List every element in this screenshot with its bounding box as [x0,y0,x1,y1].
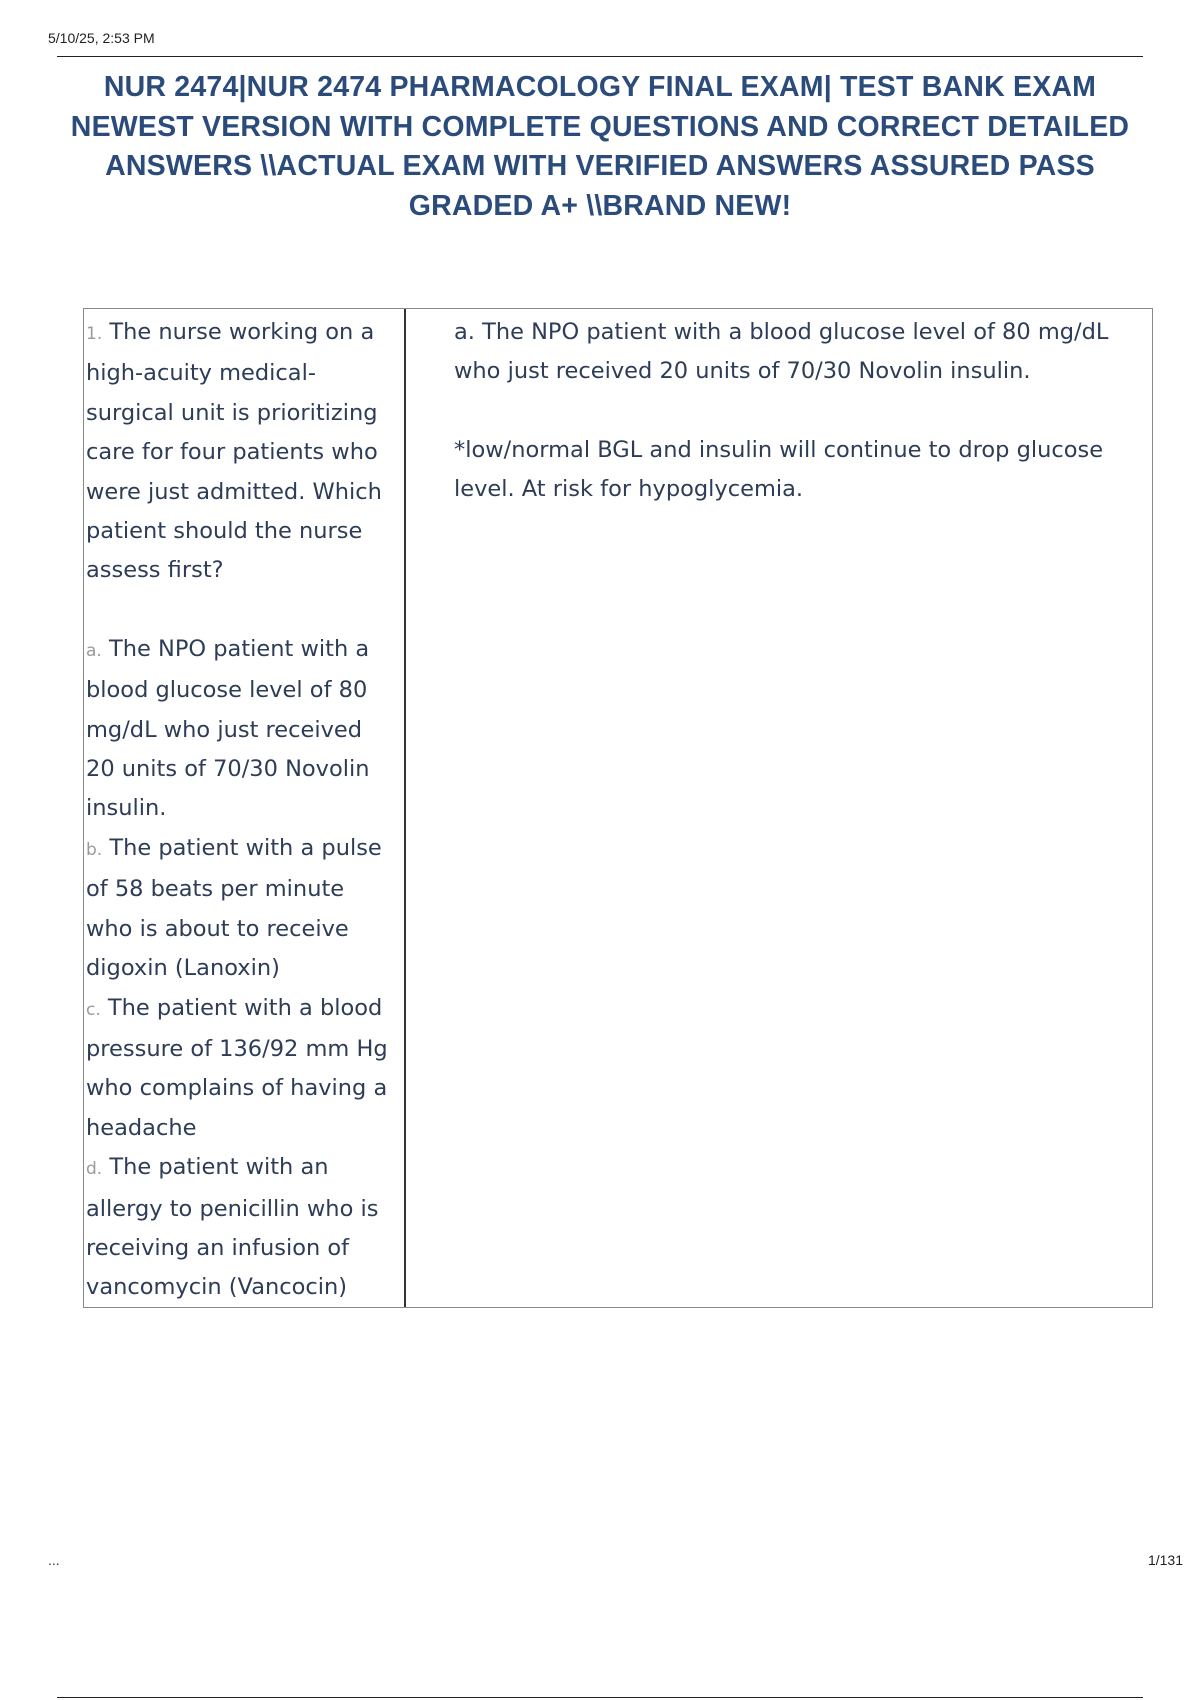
option-b-text: The patient with a pulse of 58 beats per minute who is about to receive digoxin (Lanoxin) [86,834,382,982]
question-stem-text: The nurse working on a high-acuity medical-surgical unit is prioritizing care for four patients who were just admitted. Which patient should the nurse assess first? [86,319,382,584]
bottom-rule [57,1697,1143,1698]
answer-text: a. The NPO patient with a blood glucose level of 80 mg/dL who just received 20 units of 70/30 Novolin insulin. [454,319,1109,385]
document-title: NUR 2474|NUR 2474 PHARMACOLOGY FINAL EXAM| TEST BANK EXAM NEWEST VERSION WITH COMPLETE QUESTIONS AND CORRECT DETAILED ANSWERS \\ACTUAL EXAM WITH VERIFIED ANSWERS ASSURED PASS GRADED A+ \\BRAND NEW! [70,71,1130,222]
footer-ellipsis: ... [48,1552,60,1568]
option-c [86,989,396,1149]
column-divider [404,309,406,1307]
answer-cell [454,313,1114,510]
option-a-letter: a. [86,640,102,661]
option-c-letter: c. [86,999,101,1020]
page-counter: 1/131 [1147,1552,1183,1568]
question-number: 1. [86,324,103,344]
answer-rationale: *low/normal BGL and insulin will continue to drop glucose level. At risk for hypoglycemia. [454,436,1104,503]
option-c-text: The patient with a blood pressure of 136/92 mm Hg who complains of having a headache [86,994,388,1141]
question-answer-table [83,308,1153,1308]
top-rule [57,56,1143,57]
option-d [86,1148,396,1308]
option-b [86,829,396,989]
question-cell [86,313,396,1308]
print-date: 5/10/25, 2:53 PM [48,30,155,46]
question-stem [86,313,396,591]
option-d-text: The patient with an allergy to penicillin who is receiving an infusion of vancomycin (Vancocin) [86,1154,379,1301]
option-b-letter: b. [86,839,103,860]
option-a-text: The NPO patient with a blood glucose level of 80 mg/dL who just received 20 units of 70/30 Novolin insulin. [86,635,370,822]
option-d-letter: d. [86,1159,103,1180]
option-a [86,630,396,829]
